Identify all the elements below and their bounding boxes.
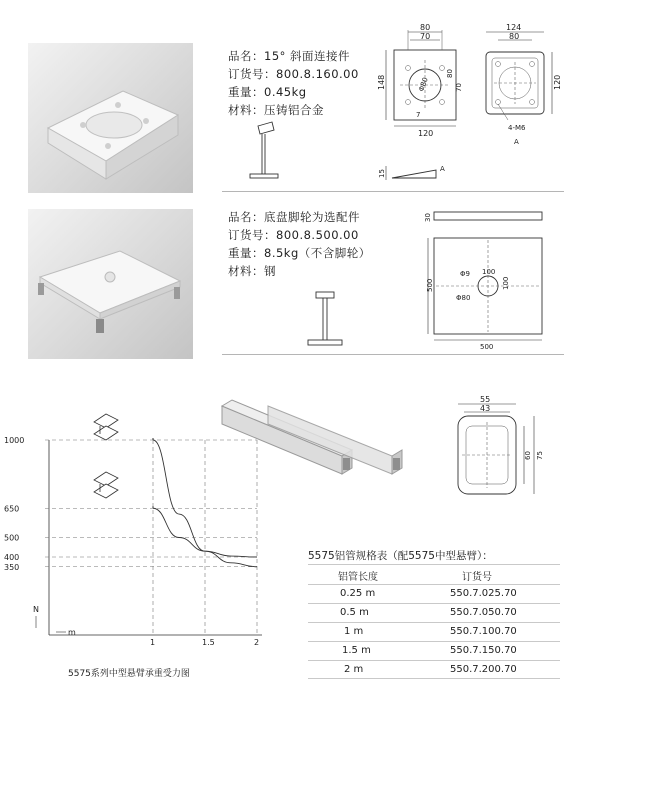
profile-drawing — [438, 392, 548, 502]
base-plate-illustration — [28, 209, 193, 359]
table-cell-length: 0.5 m — [340, 607, 369, 618]
product1-drawing-top — [372, 20, 462, 190]
product2-weight: 重量：8.5kg（不含脚轮） — [228, 246, 371, 260]
y-tick-label: 650 — [4, 504, 20, 514]
dim-inner-h: 100 — [502, 276, 510, 290]
product2-name: 品名：底盘脚轮为选配件 — [228, 210, 360, 224]
y-tick-label: 500 — [4, 533, 20, 543]
y-tick-label: 350 — [4, 562, 20, 572]
cantilever-icon-lower — [94, 472, 118, 498]
product2-drawing — [420, 204, 550, 354]
dim-right-ref: A — [514, 138, 519, 146]
table-cell-order: 550.7.200.70 — [450, 664, 517, 675]
product1-photo — [28, 43, 193, 193]
y-tick-label: 400 — [4, 553, 20, 562]
dim-left-height: 148 — [377, 74, 386, 90]
table-cell-length: 1.5 m — [342, 645, 371, 656]
stand-sketch-2 — [300, 288, 350, 354]
table-cell-order: 550.7.100.70 — [450, 626, 517, 637]
table-title: 5575铝管规格表（配5575中型悬臂）： — [308, 550, 493, 562]
table-cell-order: 550.7.050.70 — [450, 607, 517, 618]
dim-side-ref: A — [440, 165, 445, 173]
table-cell-length: 2 m — [344, 664, 364, 675]
chart-title: 5575系列中型悬臂承重受力图 — [68, 669, 190, 679]
y-axis-label: N — [33, 605, 39, 614]
dim-plate-bottom: 500 — [480, 343, 494, 351]
dim-plate-side: 500 — [426, 278, 434, 292]
dim-hole-large: Φ80 — [456, 294, 471, 302]
table-header-order: 订货号 — [462, 572, 492, 583]
dim-left-top-outer: 80 — [420, 23, 431, 32]
dim-left-angle: 7 — [416, 111, 421, 119]
table-cell-order: 550.7.025.70 — [450, 588, 517, 599]
y-tick-label: 1000 — [4, 436, 25, 445]
dim-right-holes: 4-M6 — [508, 124, 526, 132]
x-tick-label: 1.5 — [202, 638, 215, 647]
tube-illustration — [222, 398, 410, 488]
product2-material: 材料：钢 — [228, 264, 276, 278]
dim-profile-outer-h: 75 — [536, 451, 544, 460]
product2-section — [0, 200, 665, 360]
table-cell-order: 550.7.150.70 — [450, 645, 517, 656]
product1-weight: 重量：0.45kg — [228, 85, 307, 99]
table-header-length: 铝管长度 — [338, 572, 378, 583]
dim-inner-w: 100 — [482, 268, 496, 276]
dim-side-height: 15 — [378, 169, 386, 178]
dim-right-top-outer: 124 — [506, 23, 522, 32]
product1-order-number: 订货号：800.8.160.00 — [228, 67, 359, 81]
product1-name: 品名：15° 斜面连接件 — [228, 49, 351, 63]
table-cell-length: 1 m — [344, 626, 364, 637]
dim-hole-small: Φ9 — [460, 270, 470, 278]
product1-section — [0, 0, 665, 200]
separator-1 — [222, 191, 564, 192]
dim-left-inner-80: 80 — [446, 69, 454, 78]
product2-order-number: 订货号：800.8.500.00 — [228, 228, 359, 242]
table-cell-length: 0.25 m — [340, 588, 376, 599]
cantilever-icon-upper — [94, 414, 118, 440]
dim-profile-outer-w: 55 — [480, 395, 491, 404]
dim-left-bottom: 120 — [418, 129, 434, 138]
separator-2 — [222, 354, 564, 355]
stand-sketch-1 — [240, 118, 290, 184]
product1-material: 材料：压铸铝合金 — [228, 103, 324, 117]
bracket-illustration — [28, 43, 193, 193]
dim-profile-inner-w: 43 — [480, 404, 491, 413]
x-axis-label: m — [68, 628, 76, 637]
dim-profile-inner-h: 60 — [524, 451, 532, 460]
product2-photo — [28, 209, 193, 359]
dim-thickness: 30 — [424, 213, 432, 222]
dim-right-side: 120 — [553, 74, 562, 90]
profile-tube-photo — [222, 398, 410, 488]
dim-left-diameter: Φ80 — [417, 76, 430, 93]
x-tick-label: 1 — [150, 638, 156, 647]
dim-left-top-inner: 70 — [420, 32, 431, 41]
dim-left-inner-70: 70 — [455, 83, 463, 92]
x-tick-label: 2 — [254, 638, 260, 647]
tube-spec-table — [300, 548, 564, 678]
dim-right-top-inner: 80 — [509, 32, 520, 41]
product1-drawing-bottom — [474, 20, 564, 150]
